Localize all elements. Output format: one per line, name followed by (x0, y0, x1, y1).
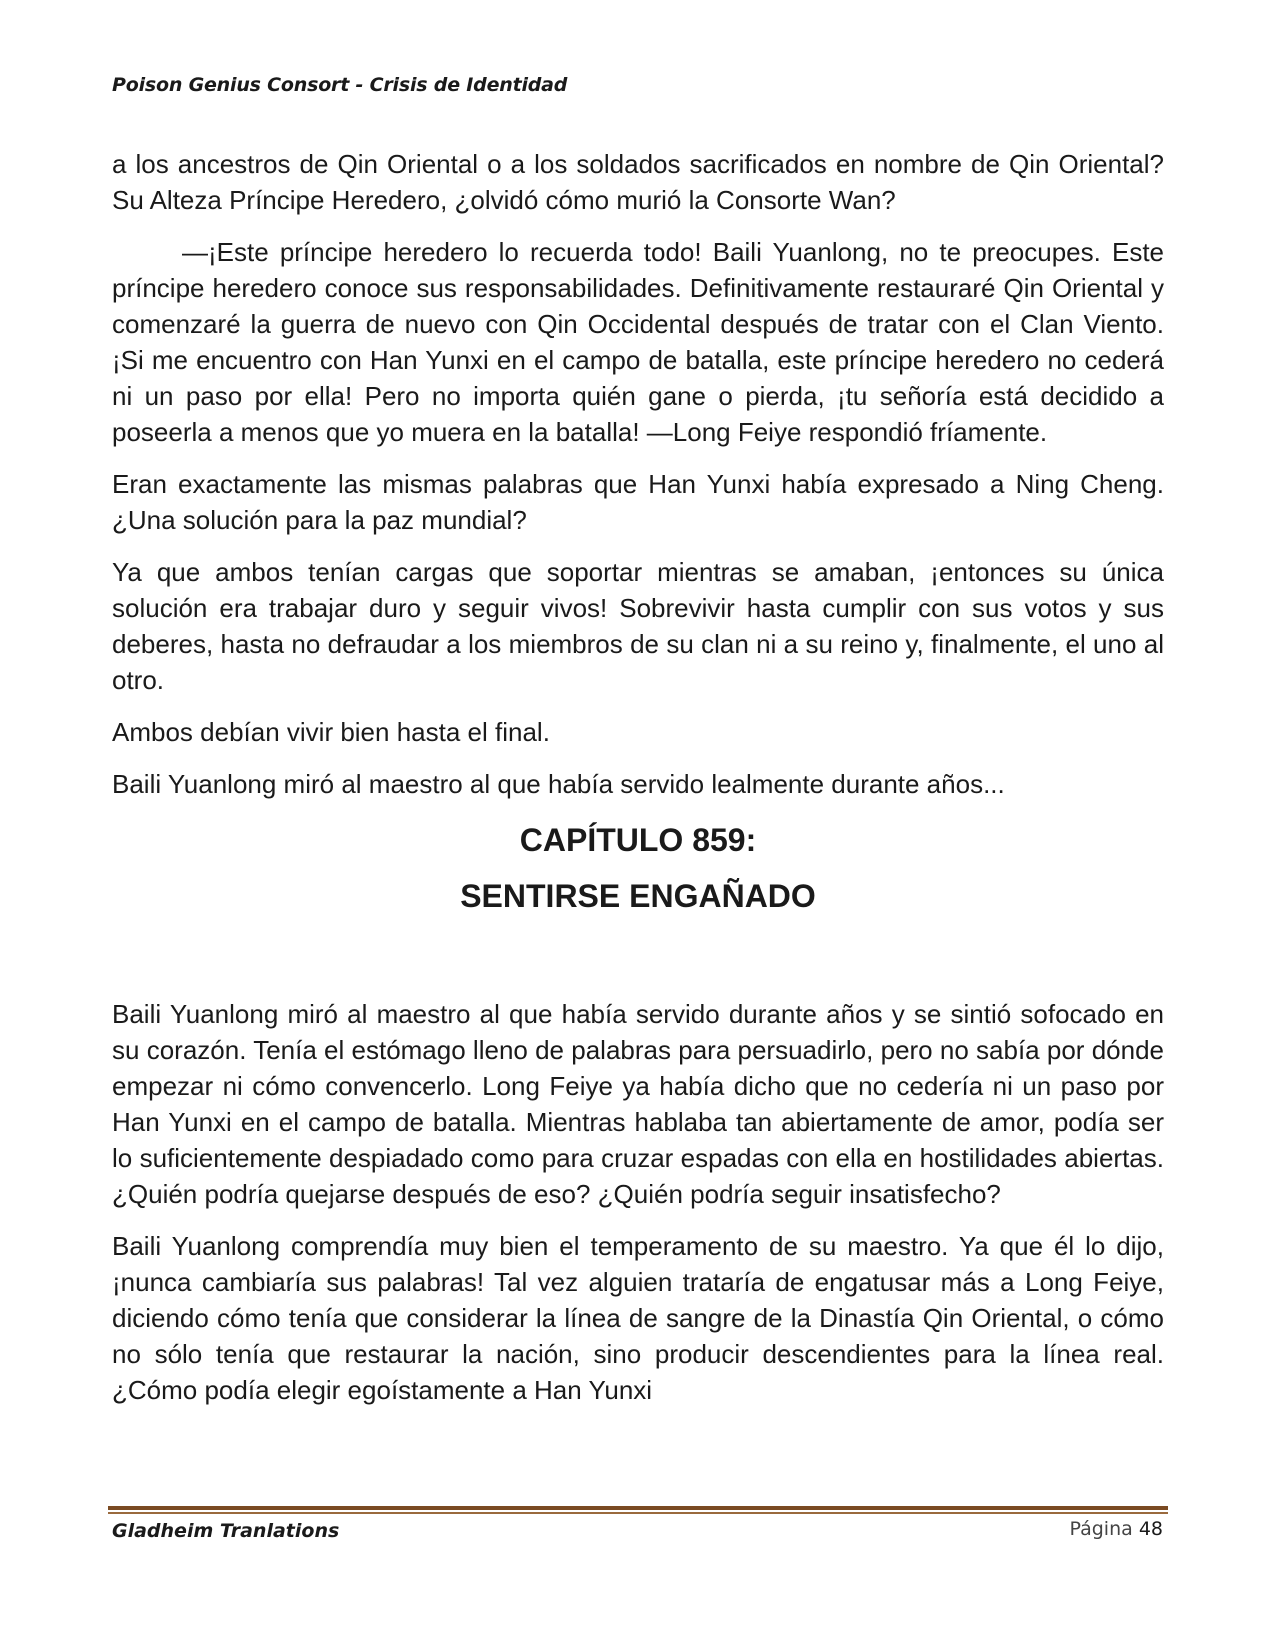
paragraph: Baili Yuanlong miró al maestro al que había servido lealmente durante años... (112, 769, 1005, 799)
page-number (1069, 1518, 1163, 1540)
paragraph: Eran exactamente las mismas palabras que Han Yunxi había expresado a Ning Cheng. ¿Una solución para la paz mundial? (112, 469, 1164, 535)
footer-rule (108, 1506, 1168, 1514)
page-number-value: 48 (1138, 1518, 1163, 1540)
paragraph: Baili Yuanlong miró al maestro al que había servido durante años y se sintió sofocado en su corazón. Tenía el estómago lleno de palabras para persuadirlo, pero no sabía por dónde empezar ni cómo convencerlo. Long Feiye ya había dicho que no cedería ni un paso por Han Yunxi en el campo de batalla. Mientras hablaba tan abiertamente de amor, podía ser lo suficientemente despiadado como para cruzar espadas con ella en hostilidades abiertas. ¿Quién podría quejarse después de eso? ¿Quién podría seguir insatisfecho? (112, 999, 1164, 1209)
page-label: Página (1069, 1518, 1133, 1540)
page-body (112, 146, 1164, 1424)
paragraph: Baili Yuanlong comprendía muy bien el temperamento de su maestro. Ya que él lo dijo, ¡nunca cambiaría sus palabras! Tal vez alguien trataría de engatusar más a Long Feiye, diciendo cómo tenía que considerar la línea de sangre de la Dinastía Qin Oriental, o cómo no sólo tenía que restaurar la nación, sino producir descendientes para la línea real. ¿Cómo podía elegir egoístamente a Han Yunxi (112, 1231, 1164, 1405)
paragraph: Ya que ambos tenían cargas que soportar mientras se amaban, ¡entonces su única solución era trabajar duro y seguir vivos! Sobrevivir hasta cumplir con sus votos y sus deberes, hasta no defraudar a los miembros de su clan ni a su reino y, finalmente, el uno al otro. (112, 557, 1164, 695)
chapter-title: SENTIRSE ENGAÑADO (460, 878, 816, 914)
running-header: Poison Genius Consort - Crisis de Identidad (112, 74, 568, 96)
paragraph: Ambos debían vivir bien hasta el final. (112, 717, 550, 747)
footer-publisher: Gladheim Tranlations (112, 1520, 340, 1542)
chapter-number: CAPÍTULO 859: (519, 822, 757, 858)
paragraph: a los ancestros de Qin Oriental o a los soldados sacrificados en nombre de Qin Oriental? Su Alteza Príncipe Heredero, ¿olvidó cómo murió la Consorte Wan? (112, 149, 1164, 215)
paragraph: —¡Este príncipe heredero lo recuerda todo! Baili Yuanlong, no te preocupes. Este príncipe heredero conoce sus responsabilidades. Definitivamente restauraré Qin Oriental y comenzaré la guerra de nuevo con Qin Occidental después de tratar con el Clan Viento. ¡Si me encuentro con Han Yunxi en el campo de batalla, este príncipe heredero no cederá ni un paso por ella! Pero no importa quién gane o pierda, ¡tu señoría está decidido a poseerla a menos que yo muera en la batalla! —Long Feiye respondió fríamente. (112, 237, 1164, 447)
